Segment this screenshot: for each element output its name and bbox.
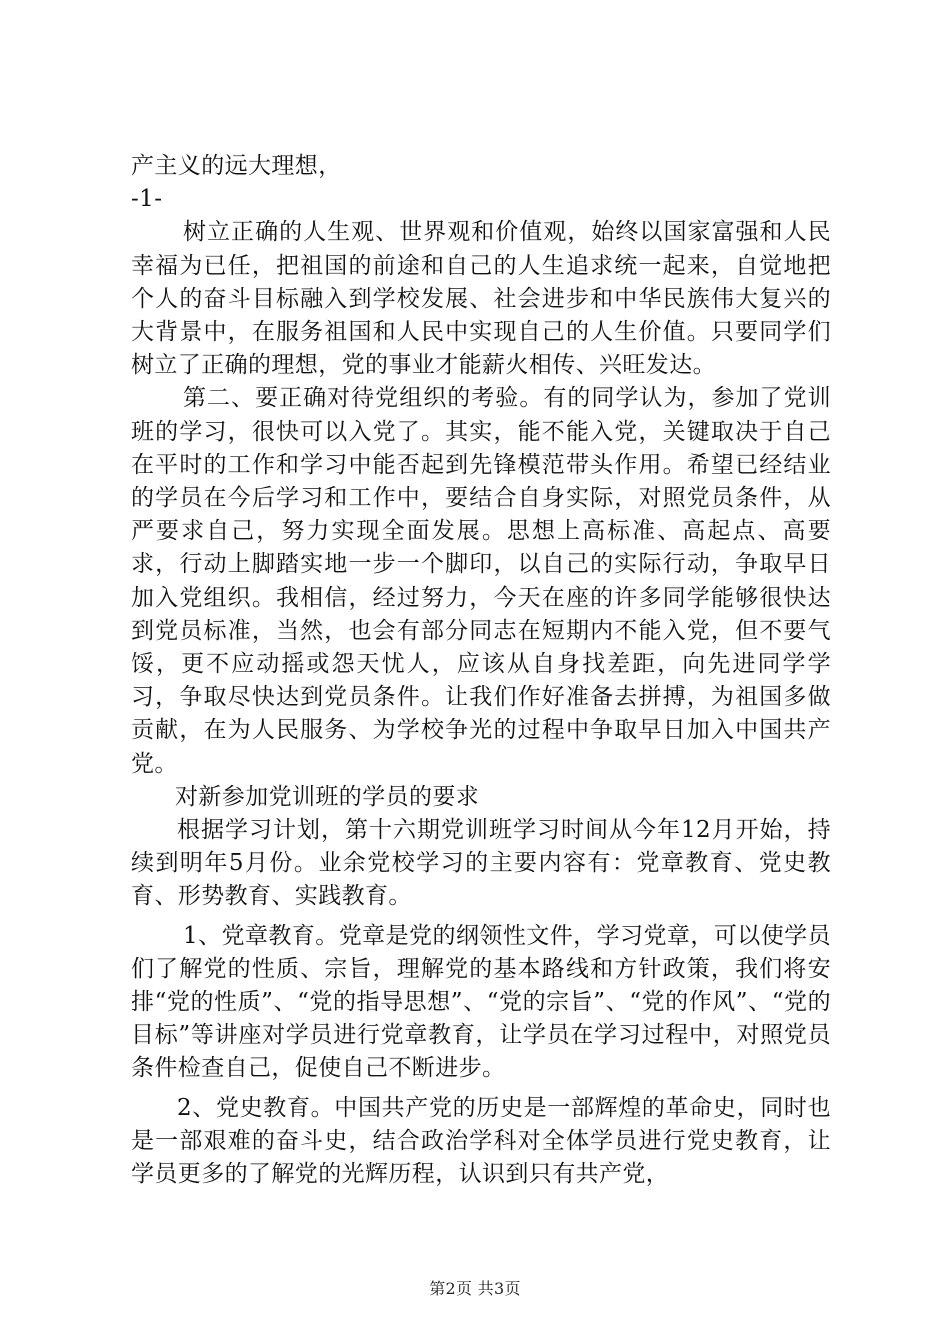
paragraph-second-point: 第二、要正确对待党组织的考验。有的同学认为，参加了党训班的学习，很快可以入党了。其实，能不能入党，关键取决于自己在平时的工作和学习中能否起到先锋模范带头作用。希望已经结业的学员在今后学习和工作中，要结合自身实际，对照党员条件，从严要求自己，努力实现全面发展。思想上高标准、高起点、高要求，行动上脚踏实地一步一个脚印，以自己的实际行动，争取早日加入党组织。我相信，经过努力，今天在座的许多同学能够很快达到党员标准，当然，也会有部分同志在短期内不能入党，但不要气馁，更不应动摇或怨天忧人，应该从自身找差距，向先进同学学习，争取尽快达到党员条件。让我们作好准备去拼搏，为祖国多做贡献，在为人民服务、为学校争光的过程中争取早日加入中国共产党。 — [131, 385, 831, 777]
section-heading: 对新参加党训班的学员的要求 — [175, 783, 480, 810]
paragraph-party-history: 2、党史教育。中国共产党的历史是一部辉煌的革命史，同时也是一部艰难的奋斗史，结合政治学科对全体学员进行党史教育，让学员更多的了解党的光辉历程，认识到只有共产党， — [131, 1094, 831, 1188]
paragraph-ideals: 树立正确的人生观、世界观和价值观，始终以国家富强和人民幸福为已任，把祖国的前途和自己的人生追求统一起来，自觉地把个人的奋斗目标融入到学校发展、社会进步和中华民族伟大复兴的大背景中，在服务祖国和人民中实现自己的人生价值。只要同学们树立了正确的理想，党的事业才能薪火相传、兴旺发达。 — [131, 219, 831, 379]
page-number-marker: -1- — [131, 186, 163, 213]
page-footer: 第2页 共3页 — [429, 1279, 521, 1298]
paragraph-party-constitution: 1、党章教育。党章是党的纲领性文件，学习党章，可以使学员们了解党的性质、宗旨，理解党的基本路线和方针政策，我们将安排“党的性质”、“党的指导思想”、“党的宗旨”、“党的作风”、“党的目标”等讲座对学员进行党章教育，让学员在学习过程中，对照党员条件检查自己，促使自己不断进步。 — [131, 922, 831, 1082]
paragraph-study-plan: 根据学习计划，第十六期党训班学习时间从今年12月开始，持续到明年5月份。业余党校学习的主要内容有：党章教育、党史教育、形势教育、实践教育。 — [131, 817, 831, 910]
document-body — [131, 150, 831, 1191]
paragraph-continuation: 产主义的远大理想， — [131, 153, 342, 179]
